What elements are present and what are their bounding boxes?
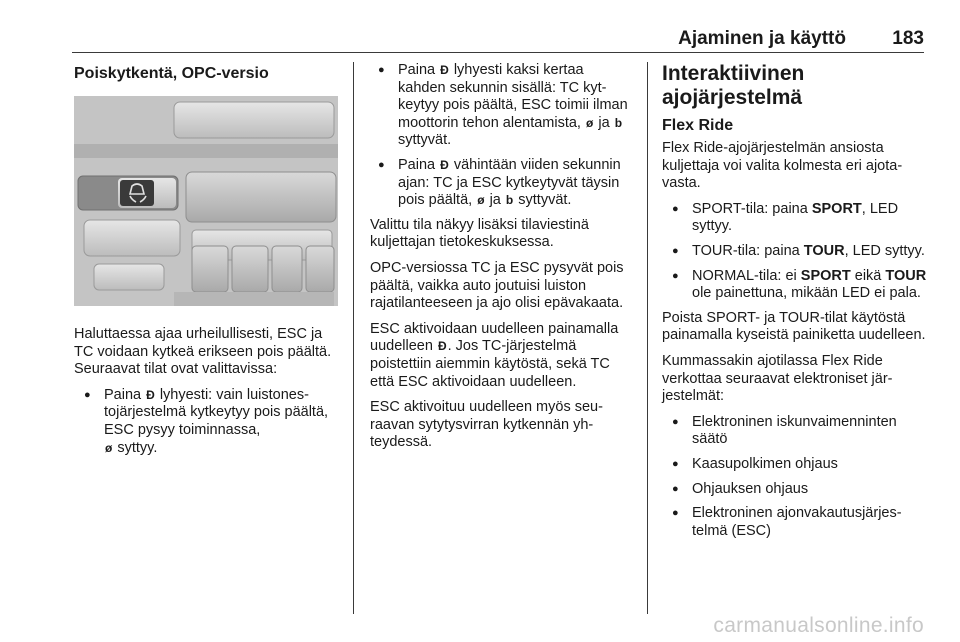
- mode-list: [370, 62, 634, 210]
- paragraph: Flex Ride-ajojärjestelmän ansiosta kuljettaja voi valita kolmesta eri ajotavasta.: [662, 140, 903, 192]
- list-item: ● Elektroninen ajonvakautusjärjestelmä (ESC): [662, 505, 930, 540]
- list-item: ● TOUR-tila: paina TOUR, LED syttyy.: [662, 243, 930, 261]
- dashboard-buttons-illustration: [74, 96, 338, 306]
- paragraph: OPC-versiossa TC ja ESC pysyvät pois päältä, vaikka auto joutuisi luiston rajatilanteeseen ja ajo olisi epävakaata.: [370, 259, 624, 312]
- system-list: [662, 414, 930, 541]
- list-item: ● SPORT-tila: paina SPORT, LED syttyy.: [662, 201, 930, 236]
- esc-button-icon: Ð: [440, 157, 449, 172]
- page-number: 183: [892, 28, 924, 49]
- page-header: [72, 26, 924, 53]
- chapter-title: Ajaminen ja käyttö: [678, 28, 846, 49]
- column-divider: [353, 62, 354, 614]
- list-item: ● Paina Ð vähintään viiden sekunnin ajan: TC ja ESC kytkeytyvät täysin pois päältä, ø ja b syttyvät.: [370, 157, 634, 210]
- esc-off-icon: ø: [586, 115, 594, 130]
- intro-paragraph: Haluttaessa ajaa urheilullisesti, ESC ja TC voidaan kytkeä erikseen pois päältä. Seuraavat tilat ovat valittavissa:: [74, 326, 332, 378]
- section-heading: Poiskytkentä, OPC-versio: [74, 65, 269, 82]
- section-heading: Interaktiivinen ajojärjestelmä: [662, 62, 805, 109]
- list-item: ● Ohjauksen ohjaus: [662, 481, 930, 499]
- esc-button-icon: Ð: [146, 387, 155, 402]
- paragraph: ESC aktivoidaan uudelleen painamalla uudelleen Ð. Jos TC-järjestelmä poistettiin aiemmin käytöstä, sekä TC että ESC aktivoidaan uudelleen.: [370, 320, 619, 390]
- column-3: [662, 62, 930, 547]
- list-item: ● Kaasupolkimen ohjaus: [662, 456, 930, 474]
- column-divider: [647, 62, 648, 614]
- watermark: carmanualsonline.info: [713, 614, 924, 637]
- esc-button-icon: Ð: [440, 63, 449, 77]
- subsection-heading: Flex Ride: [662, 117, 734, 134]
- tc-off-icon: b: [505, 193, 514, 208]
- esc-button-icon: Ð: [437, 339, 447, 354]
- paragraph: ESC aktivoituu uudelleen myös seuraavan sytytysvirran kytkennän yhteydessä.: [370, 399, 603, 451]
- paragraph: Poista SPORT- ja TOUR-tilat käytöstä painamalla kyseistä painiketta uudelleen.: [662, 309, 926, 344]
- column-1: [74, 62, 340, 464]
- tc-off-icon: b: [614, 115, 623, 130]
- drive-mode-list: [662, 201, 930, 303]
- list-item: ● NORMAL-tila: ei SPORT eikä TOUR ole painettuna, mikään LED ei pala.: [662, 268, 930, 303]
- list-item: ● Paina Ð lyhyesti kaksi kertaa kahden sekunnin sisällä: TC kytkeytyy pois päältä, ESC toimii ilman moottorin tehon alentamista, ø ja b syttyvät.: [370, 62, 634, 150]
- esc-button-photo: [74, 96, 338, 306]
- mode-list: [74, 387, 340, 457]
- esc-off-icon: ø: [105, 440, 113, 455]
- paragraph: Valittu tila näkyy lisäksi tilaviestinä kuljettajan tietokeskuksessa.: [370, 216, 589, 251]
- list-item: ● Paina Ð lyhyesti: vain luistonestojärjestelmä kytkeytyy pois päältä, ESC pysyy toiminnassa, ø syttyy.: [74, 387, 340, 457]
- esc-off-icon: ø: [477, 193, 485, 208]
- list-item: ● Elektroninen iskunvaimenninten säätö: [662, 414, 930, 449]
- column-2: [370, 62, 634, 460]
- paragraph: Kummassakin ajotilassa Flex Ride verkottaa seuraavat elektroniset järjestelmät:: [662, 352, 893, 405]
